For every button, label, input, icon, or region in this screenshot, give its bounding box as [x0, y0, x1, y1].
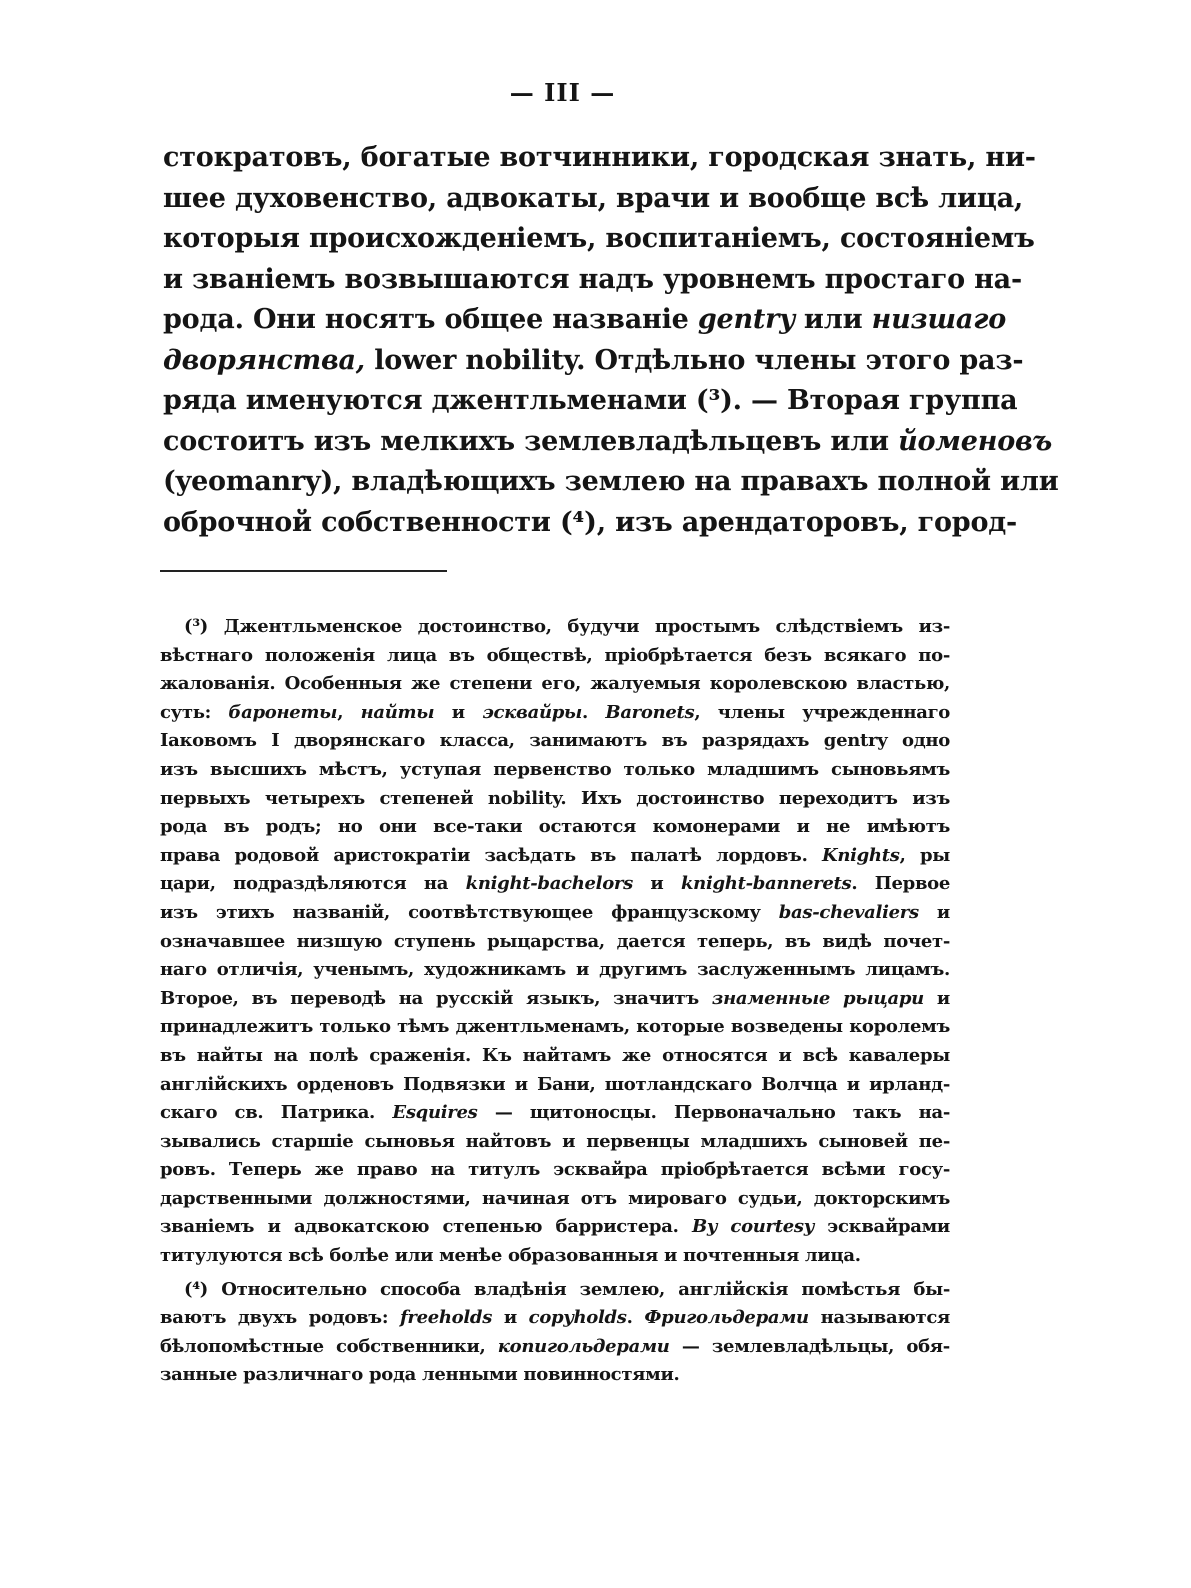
text-line: ряда именуются джентльменами (³). — Вторая группа — [163, 385, 1018, 416]
text-line: состоитъ изъ мелкихъ землевладѣльцевъ или йоменовъ — [163, 425, 1053, 457]
footnote-line: рода въ родъ; но они все-таки остаются комонерами и не имѣютъ — [160, 816, 950, 838]
footnote-line: (³) Джентльменское достоинство, будучи простымъ слѣдствіемъ из- — [184, 616, 950, 637]
italic-term: знаменные рыцари — [711, 987, 924, 1009]
italic-term: By courtesy — [691, 1216, 814, 1238]
footnote-3 — [160, 613, 950, 1271]
footnote-line: означавшее низшую ступень рыцарства, дается теперь, въ видѣ почет- — [160, 930, 950, 952]
italic-term: копигольдерами — [497, 1335, 670, 1357]
footnote-line: скаго св. Патрика. Esquires — щитоносцы. Первоначально такъ на- — [160, 1102, 951, 1124]
footnote-line: ваютъ двухъ родовъ: freeholds и copyholds. Фригольдерами называются — [160, 1307, 951, 1329]
italic-term: freeholds — [399, 1307, 493, 1329]
italic-term: Фригольдерами — [644, 1307, 809, 1329]
italic-term: эсквайры — [482, 701, 583, 723]
footnote-line: занные различнаго рода ленными повинностями. — [160, 1364, 680, 1386]
italic-term: knight-bannerets — [681, 873, 852, 895]
text-line: рода. Они носятъ общее названіе gentry или низшаго — [163, 304, 1006, 335]
footnote-line: суть: баронеты, найты и эсквайры. Baronets, члены учрежденнаго — [160, 701, 951, 723]
footnote-line: изъ высшихъ мѣстъ, уступая первенство только младшимъ сыновьямъ — [160, 758, 950, 780]
footnotes — [160, 613, 950, 1390]
footnote-line: бѣлопомѣстные собственники, копигольдерами — землевладѣльцы, обя- — [160, 1335, 950, 1357]
footnote-line: изъ этихъ названій, соотвѣтствующее французскому bas-chevaliers и — [160, 901, 950, 923]
page-number: — III — — [509, 78, 616, 107]
footnote-line: наго отличія, ученымъ, художникамъ и другимъ заслуженнымъ лицамъ. — [160, 959, 950, 981]
footnote-line: дарственными должностями, начиная отъ мироваго судьи, докторскимъ — [160, 1187, 950, 1209]
text-line: шее духовенство, адвокаты, врачи и вообще всѣ лица, — [163, 182, 1024, 214]
footnote-line: ровъ. Теперь же право на титулъ эсквайра пріобрѣтается всѣми госу- — [160, 1159, 950, 1181]
footnote-line: принадлежитъ только тѣмъ джентльменамъ, которые возведены королемъ — [160, 1016, 950, 1038]
italic-term: gentry — [697, 304, 795, 335]
footnote-divider — [160, 570, 447, 572]
footnote-line: Второе, въ переводѣ на русскій языкъ, значитъ знаменные рыцари и — [160, 987, 950, 1009]
footnote-line: въ найты на полѣ сраженія. Къ найтамъ же относятся и всѣ кавалеры — [160, 1044, 950, 1066]
footnote-4 — [160, 1276, 950, 1390]
italic-term: низшаго — [871, 304, 1006, 335]
italic-term: дворянства, — [163, 344, 366, 376]
footnote-line: вѣстнаго положенія лица въ обществѣ, пріобрѣтается безъ всякаго по- — [160, 644, 950, 666]
italic-term: Baronets — [605, 701, 695, 723]
footnote-line: Іаковомъ I дворянскаго класса, занимаютъ въ разрядахъ gentry одно — [160, 730, 950, 752]
italic-term: Esquires — [392, 1102, 478, 1124]
italic-term: баронеты — [228, 701, 338, 723]
italic-term: найты — [360, 701, 435, 723]
footnote-line: зывались старшіе сыновья найтовъ и первенцы младшихъ сыновей пе- — [160, 1130, 950, 1152]
text-line: и званіемъ возвышаются надъ уровнемъ простаго на- — [163, 263, 1022, 295]
text-line: (yeomanry), владѣющихъ землею на правахъ полной или — [163, 466, 1059, 497]
footnote-line: первыхъ четырехъ степеней nobility. Ихъ достоинство переходитъ изъ — [160, 787, 950, 809]
footnote-line: званіемъ и адвокатскою степенью барристера. By courtesy эсквайрами — [160, 1216, 950, 1238]
footnote-line: титулуются всѣ болѣе или менѣе образованныя и почтенныя лица. — [160, 1245, 861, 1267]
footnote-line: (⁴) Относительно способа владѣнія землею, англійскія помѣстья бы- — [184, 1278, 950, 1300]
italic-term: knight-bachelors — [465, 873, 633, 895]
italic-term: Knights — [821, 844, 900, 866]
text-line: оброчной собственности (⁴), изъ арендаторовъ, город- — [163, 506, 1018, 538]
footnote-line: англійскихъ орденовъ Подвязки и Бани, шотландскаго Волчца и ирланд- — [160, 1073, 950, 1095]
italic-term: copyholds — [528, 1307, 627, 1329]
main-text — [163, 138, 1059, 543]
text-line: стократовъ, богатые вотчинники, городская знать, ни- — [163, 142, 1036, 173]
footnote-line: жалованія. Особенныя же степени его, жалуемыя королевскою властью, — [160, 673, 950, 695]
text-line: дворянства, lower nobility. Отдѣльно члены этого раз- — [163, 344, 1024, 376]
italic-term: bas-chevaliers — [778, 901, 919, 923]
text-line: которыя происхожденіемъ, воспитаніемъ, состояніемъ — [163, 223, 1035, 254]
footnote-line: цари, подраздѣляются на knight-bachelors и knight-bannerets. Первое — [160, 873, 951, 895]
footnote-line: права родовой аристократіи засѣдать въ палатѣ лордовъ. Knights, ры — [160, 844, 950, 866]
italic-term: йоменовъ — [898, 425, 1053, 457]
